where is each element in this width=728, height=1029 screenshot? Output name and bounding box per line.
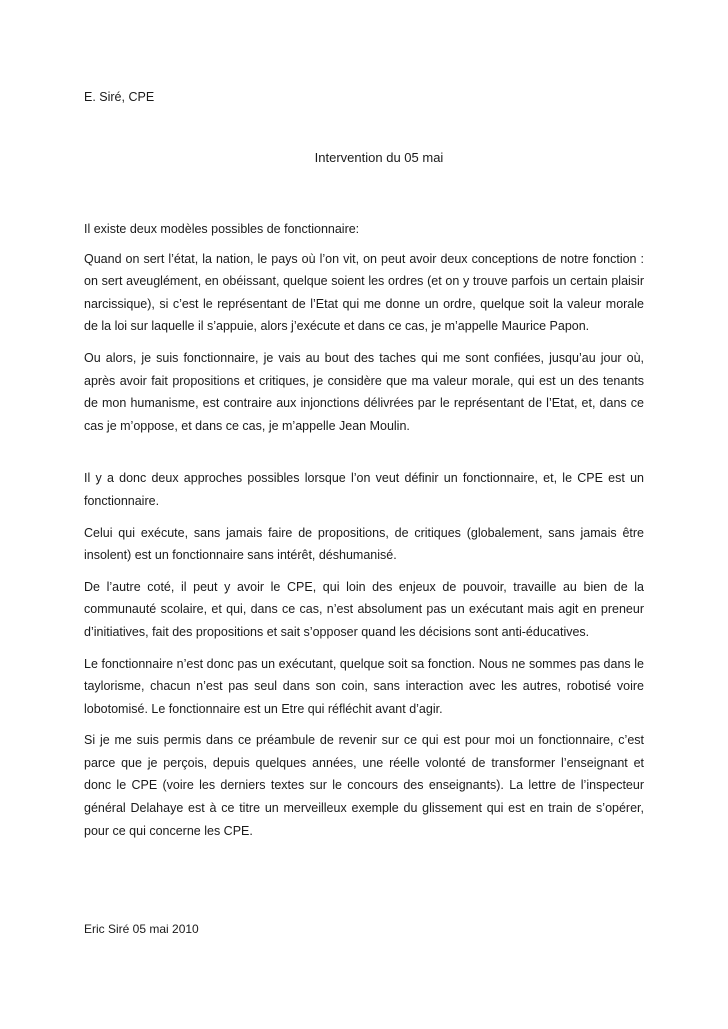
paragraph-taylorisme: Le fonctionnaire n’est donc pas un exécutant, quelque soit sa fonction. Nous ne sommes pas dans le taylorisme, chacun n’est pas seul dans son coin, sans interaction avec les autres, robotisé voire lobotomisé. Le fonctionnaire est un Etre qui réfléchit avant d’agir. — [84, 656, 644, 716]
document-title: Intervention du 05 mai — [314, 150, 444, 165]
paragraph-intro: Il existe deux modèles possibles de fonctionnaire: — [84, 222, 360, 236]
document-body — [84, 218, 644, 851]
paragraph-executant: Celui qui exécute, sans jamais faire de propositions, de critiques (globalement, sans jamais être insolent) est un fonctionnaire sans intérêt, déshumanisé. — [84, 525, 644, 563]
paragraph-papon: Quand on sert l’état, la nation, le pays où l’on vit, on peut avoir deux conceptions de notre fonction : on sert aveuglément, en obéissant, quelque soient les ordres (et on y trouve parfois un certain plaisir narcissique), si c’est le représentant de l’Etat qui me donne un ordre, quelque soit la valeur morale de la loi sur laquelle il s’appuie, alors j’exécute et dans ce cas, je m’appelle Maurice Papon. — [84, 251, 644, 334]
paragraph-cpe-initiative: De l’autre coté, il peut y avoir le CPE, qui loin des enjeux de pouvoir, travaille au bien de la communauté scolaire, et qui, dans ce cas, n’est absolument pas un exécutant mais agit en preneur d’initiatives, fait des propositions et sait s’opposer quand les décisions sont anti-éducatives. — [84, 579, 644, 639]
page-footer: Eric Siré 05 mai 2010 — [84, 922, 199, 936]
author-line: E. Siré, CPE — [84, 90, 155, 104]
paragraph-moulin: Ou alors, je suis fonctionnaire, je vais au bout des taches qui me sont confiées, jusqu’au jour où, après avoir fait propositions et critiques, je considère que ma valeur morale, qui est un des tenants de mon humanisme, est contraire aux injonctions délivrées par le représentant de l’Etat, et, dans ce cas je m’oppose, et dans ce cas, je m’appelle Jean Moulin. — [84, 350, 644, 433]
paragraph-preambule: Si je me suis permis dans ce préambule de revenir sur ce qui est pour moi un fonctionnaire, c’est parce que je perçois, depuis quelques années, une réelle volonté de transformer l’enseignant et donc le CPE (voire les derniers textes sur le concours des enseignants). La lettre de l’inspecteur général Delahaye est à ce titre un merveilleux exemple du glissement qui est en train de s’opérer, pour ce qui concerne les CPE. — [84, 733, 644, 838]
paragraph-two-approaches: Il y a donc deux approches possibles lorsque l’on veut définir un fonctionnaire, et, le CPE est un fonctionnaire. — [84, 471, 644, 508]
